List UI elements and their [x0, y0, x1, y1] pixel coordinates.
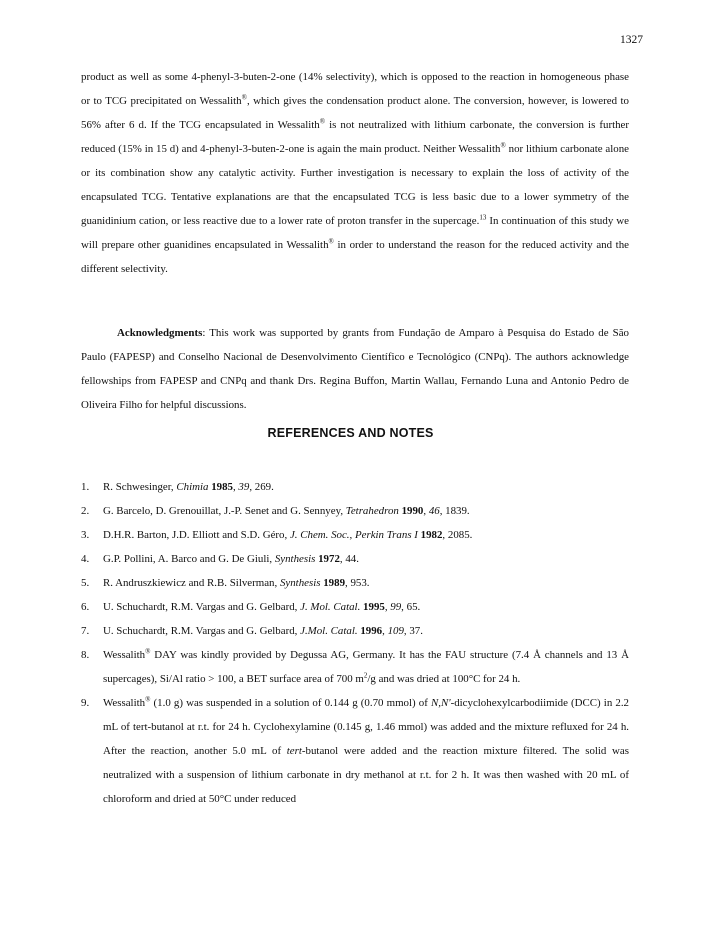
page-number: 1327	[620, 34, 643, 46]
reference-number: 2.	[81, 505, 90, 517]
text-run: -butanol were added and the reaction mixture filtered. The solid was neutralized with a suspension of lithium carbonate in dry methanol at r.t. for 2 h. It was then washed with 20 mL of chloroform and dried at 50°C under reduced	[103, 745, 629, 805]
text-run: , which gives the condensation product alone. The conversion, however, is lowered to 56% after 6 d. If the TCG encapsulated in Wessalith	[81, 95, 629, 131]
acknowledgments-paragraph	[81, 321, 629, 417]
text-run: ,	[232, 481, 239, 493]
text-run: ,	[423, 505, 429, 517]
text-run: , 269.	[249, 481, 274, 493]
bold-text: 1985	[211, 481, 233, 493]
text-run: G. Barcelo, D. Grenouillat, J.-P. Senet and G. Sennyey,	[103, 505, 346, 517]
reference-number: 9.	[81, 697, 90, 709]
superscript: ®	[500, 141, 506, 150]
bold-text: 1989	[323, 577, 346, 589]
text-run: R. Schwesinger,	[103, 481, 177, 493]
reference-item	[81, 619, 629, 643]
italic-text: 109	[387, 625, 404, 637]
superscript: ®	[145, 695, 151, 704]
references-list	[81, 475, 629, 811]
italic-text: N,N'	[430, 697, 451, 709]
superscript: 13	[479, 213, 487, 222]
text-run: -dicyclohexylcarbodiimide (DCC) in 2.2 mL of tert-butanol at r.t. for 24 h. Cyclohexylamine (0.145 g, 1.46 mmol) was added and the mixture refluxed for 24 h. After the reaction, another 5.0 mL of	[103, 697, 629, 757]
text-run: nor lithium carbonate alone or its combination show any catalytic activity. Further investigation is necessary to explain the loss of activity of the encapsulated TCG. Tentative explanations are that the encapsulated TCG is less basic due to a lower symmetry of the guanidinium cation, or less reactive due to a lower rate of proton transfer in the supercage.	[81, 143, 629, 227]
reference-item	[81, 523, 629, 547]
italic-text: 99	[390, 601, 402, 613]
superscript: 2	[363, 671, 368, 680]
superscript: ®	[319, 117, 326, 126]
reference-item	[81, 547, 629, 571]
text-run: In continuation of this study we will prepare other guanidines encapsulated in Wessalith	[81, 215, 629, 251]
text-run: Wessalith	[103, 697, 146, 709]
reference-number: 1.	[81, 481, 90, 493]
bold-text: 1995	[363, 601, 385, 613]
acknowledgments-text: : This work was supported by grants from Fundação de Amparo à Pesquisa do Estado de São Paulo (FAPESP) and Conselho Nacional de Desenvolvimento Científico e Tecnológico (CNPq). The authors acknowledge fellowships from FAPESP and CNPq and thank Drs. Regina Buffon, Martin Wallau, Fernando Luna and Antonio Pedro de Oliveira Filho for helpful discussions.	[81, 327, 629, 411]
text-run: , 2085.	[442, 529, 473, 541]
references-heading: REFERENCES AND NOTES	[267, 426, 434, 440]
reference-item	[81, 499, 629, 523]
text-run: in order to understand the reason for the reduced activity and the different selectivity.	[81, 239, 629, 275]
italic-text: J. Mol. Catal.	[300, 601, 361, 613]
text-run: G.P. Pollini, A. Barco and G. De Giuli,	[103, 553, 275, 565]
text-run: , 44.	[339, 553, 359, 565]
reference-item	[81, 571, 629, 595]
reference-number: 5.	[81, 577, 90, 589]
reference-number: 3.	[81, 529, 90, 541]
italic-text: Tetrahedron	[345, 505, 399, 517]
text-run: /g and was dried at 100°C for 24 h.	[367, 673, 521, 685]
text-run: U. Schuchardt, R.M. Vargas and G. Gelbard,	[103, 601, 301, 613]
superscript: ®	[241, 93, 247, 102]
bold-text: 1990	[401, 505, 424, 517]
italic-text: J. Chem. Soc., Perkin Trans I	[289, 529, 418, 541]
italic-text: 46	[428, 505, 440, 517]
bold-text: 1982	[420, 529, 443, 541]
text-run: (1.0 g) was suspended in a solution of 0.144 g (0.70 mmol) of	[150, 697, 431, 709]
reference-number: 4.	[81, 553, 90, 565]
superscript: ®	[328, 237, 334, 246]
text-run: DAY was kindly provided by Degussa AG, Germany. It has the FAU structure (7.4 Å channels and 13 Å supercages), Si/Al ratio > 100, a BET surface area of 700 m	[103, 649, 629, 685]
acknowledgments-label: Acknowledgments	[117, 327, 203, 339]
text-run: Wessalith	[103, 649, 146, 661]
text-run: , 37.	[403, 625, 423, 637]
reference-number: 7.	[81, 625, 90, 637]
text-run: is not neutralized with lithium carbonate, the conversion is further reduced (15% in 15 d) and 4-phenyl-3-buten-2-one is again the main product. Neither Wessalith	[81, 119, 629, 155]
text-run: , 953.	[345, 577, 370, 589]
italic-text: tert	[286, 745, 302, 757]
italic-text: J.Mol. Catal.	[300, 625, 358, 637]
bold-text: 1996	[360, 625, 383, 637]
text-run: D.H.R. Barton, J.D. Elliott and S.D. Géro,	[103, 529, 290, 541]
reference-item	[81, 691, 629, 811]
italic-text: 39	[238, 481, 250, 493]
reference-number: 8.	[81, 649, 90, 661]
italic-text: Synthesis	[279, 577, 321, 589]
reference-item	[81, 475, 629, 499]
text-run: , 65.	[401, 601, 421, 613]
text-run: R. Andruszkiewicz and R.B. Silverman,	[103, 577, 280, 589]
text-run: product as well as some 4-phenyl-3-buten-2-one (14% selectivity), which is opposed to the reaction in homogeneous phase or to TCG precipitated on Wessalith	[81, 71, 629, 107]
reference-item	[81, 643, 629, 691]
text-run: , 1839.	[439, 505, 470, 517]
body-paragraph	[81, 65, 629, 281]
text-run: ,	[384, 601, 391, 613]
text-run: U. Schuchardt, R.M. Vargas and G. Gelbard,	[103, 625, 301, 637]
superscript: ®	[145, 647, 151, 656]
italic-text: Chimia	[176, 481, 209, 493]
italic-text: Synthesis	[274, 553, 316, 565]
bold-text: 1972	[318, 553, 340, 565]
text-run: ,	[382, 625, 388, 637]
reference-item	[81, 595, 629, 619]
reference-number: 6.	[81, 601, 90, 613]
